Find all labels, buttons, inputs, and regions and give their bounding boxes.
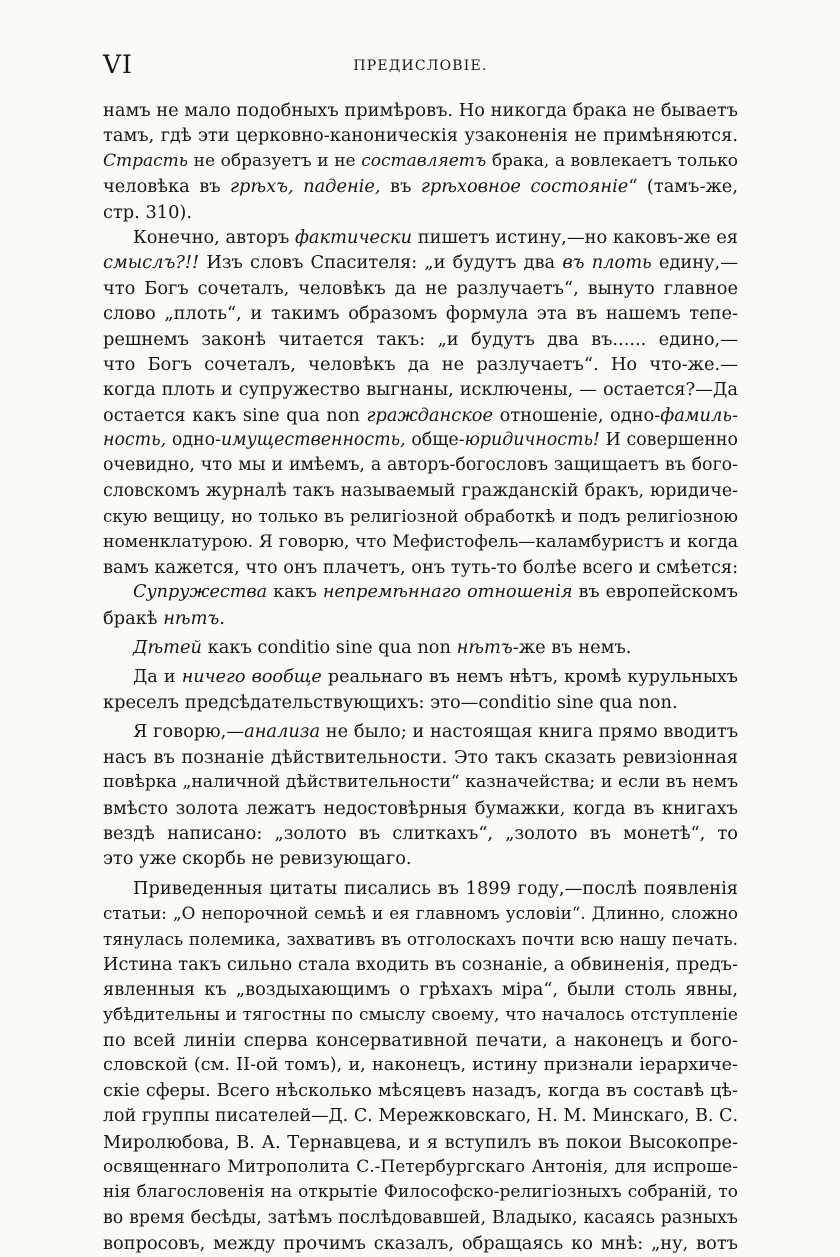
italic-text: ничего вообще	[181, 666, 322, 687]
text-run: скіе сферы. Всего нѣсколько мѣсяцевъ назадъ, когда въ составѣ цѣ-	[103, 1080, 738, 1101]
text-run: тянулась полемика, захвативъ въ отголоскахъ почти всю нашу печать.	[103, 928, 738, 949]
text-run: стр. 310).	[103, 201, 193, 223]
text-line	[103, 479, 738, 504]
text-line	[103, 352, 738, 377]
text-run: едину,—	[651, 252, 738, 274]
text-run: очевидно, что мы и имѣемъ, а авторъ-богословъ защищаетъ въ бого-	[103, 455, 738, 476]
text-line	[103, 1231, 738, 1256]
text-line	[103, 745, 738, 770]
text-run: Изъ словъ Спасителя: „и будутъ два	[199, 252, 563, 274]
text-line	[103, 635, 738, 660]
text-run: Я говорю,—	[133, 721, 245, 743]
text-line	[103, 555, 738, 580]
text-run: креселъ предсѣдательствующихъ: это—conditio sine qua non.	[103, 691, 678, 713]
text-run: Конечно, авторъ	[133, 226, 296, 248]
italic-text: Страсть	[103, 150, 189, 171]
italic-text: грѣховное состояніе	[420, 176, 629, 198]
text-run: не было; и настоящая книга прямо вводитъ	[320, 721, 739, 743]
text-line	[103, 1130, 738, 1155]
text-run: что Богъ сочеталъ, человѣкъ да не разлучаетъ“. Но что-же.—	[103, 353, 738, 375]
text-line	[103, 719, 738, 744]
page-number: VI	[103, 50, 133, 79]
text-line	[103, 149, 738, 174]
text-run: убѣдительны и тягостны по смыслу своему, что началось отступленіе	[103, 1004, 738, 1025]
text-line	[103, 770, 738, 795]
text-line	[103, 690, 738, 715]
italic-text: Дѣтей	[133, 637, 202, 659]
text-run: когда плоть и супружество выгнаны, исключены, — остается?—Да	[103, 379, 738, 401]
text-run: реальнаго въ немъ нѣтъ, кромѣ курульныхъ	[321, 666, 738, 687]
text-line	[103, 606, 738, 631]
text-line	[103, 1003, 738, 1028]
italic-text: непремѣннаго отношенія	[322, 582, 573, 603]
text-run: остается какъ sine qua non	[103, 404, 367, 426]
text-line	[103, 174, 738, 199]
text-run: Истина такъ сильно стала входить въ сознаніе, а обвиненія, предъ-	[103, 953, 738, 975]
text-line	[103, 821, 738, 846]
text-line	[103, 1028, 738, 1053]
text-line	[103, 504, 738, 529]
text-run: это уже скорбь не ревизующаго.	[103, 848, 412, 870]
italic-text: имущественность,	[220, 430, 406, 451]
text-run: бракѣ	[103, 607, 164, 629]
text-run: Да и	[133, 666, 182, 687]
text-line	[103, 927, 738, 952]
text-line	[103, 123, 738, 148]
text-line	[103, 952, 738, 977]
text-line	[103, 428, 738, 453]
text-line	[103, 327, 738, 352]
text-run: насъ въ познаніе дѣйствительности. Это такъ сказать ревизіонная	[103, 746, 738, 768]
text-run: по всей линіи сперва консервативной печати, а наконецъ и бого-	[103, 1030, 738, 1052]
italic-text: ность,	[103, 430, 167, 451]
text-line	[103, 876, 738, 901]
text-run: “ (тамъ-же,	[628, 176, 738, 198]
italic-text: юридичность!	[464, 430, 600, 451]
text-run: скую вещицу, но только въ религіозной обработкѣ и подъ религіозною	[103, 506, 738, 527]
text-run: какъ	[267, 582, 323, 603]
page-header	[103, 50, 738, 80]
italic-text: грѣхъ, паденіе,	[230, 176, 381, 198]
text-run: что Богъ сочеталъ, человѣкъ да не разлучаетъ“, вынуто главное	[103, 277, 738, 299]
text-line	[103, 1155, 738, 1180]
text-line	[103, 901, 738, 926]
text-line	[103, 530, 738, 555]
text-line	[103, 977, 738, 1002]
text-run: во время бесѣды, затѣмъ послѣдовавшей, Владыко, касаясь разныхъ	[103, 1207, 738, 1228]
text-run: одно-	[166, 430, 221, 451]
text-line	[103, 377, 738, 402]
text-run: Приведенныя цитаты писались въ 1899 году,—послѣ появленія	[133, 877, 738, 899]
body-text	[103, 98, 738, 1257]
text-run: въ	[380, 176, 421, 198]
text-run: не образуетъ и не	[188, 150, 362, 171]
text-line	[103, 250, 738, 275]
text-run: вездѣ написано: „золото въ слиткахъ“, „золото въ монетѣ“, то	[103, 822, 738, 844]
text-run: словскомъ журналѣ такъ называемый гражданскій бракъ, юридиче-	[103, 480, 738, 501]
text-line	[103, 276, 738, 301]
text-run: вамъ кажется, что онъ плачетъ, онъ туть-то болѣе всего и смѣется:	[103, 557, 739, 579]
text-run: вмѣсто золота лежатъ недостовѣрныя бумажки, когда въ книгахъ	[103, 797, 738, 819]
text-run: нія благословенія на открытіе Философско-религіозныхъ собраній, то	[103, 1182, 738, 1203]
italic-text: нѣтъ.	[163, 607, 225, 629]
text-run: явленныя къ „воздыхающимъ о грѣхахъ міра“, были столь явны,	[103, 979, 738, 1001]
text-line	[103, 1206, 738, 1231]
text-run: какъ conditio sine qua non	[201, 637, 457, 659]
text-run: лой группы писателей—Д. С. Мережковскаго, Н. М. Минскаго, В. С.	[103, 1106, 738, 1127]
text-line	[103, 580, 738, 605]
italic-text: фамиль-	[660, 404, 739, 426]
text-line	[103, 1079, 738, 1104]
text-run: въ европейскомъ	[572, 582, 738, 603]
text-line	[103, 846, 738, 871]
italic-text: въ плоть	[562, 252, 652, 274]
text-line	[103, 796, 738, 821]
text-run: обще-	[405, 430, 465, 451]
text-run: освященнаго Митрополита С.-Петербургскаго Антонія, для испроше-	[103, 1157, 738, 1178]
text-run: намъ не мало подобныхъ примѣровъ. Но никогда брака не бываетъ	[103, 100, 738, 121]
text-run: повѣрка „наличной дѣйствительности“ казначейства; и если въ немъ	[103, 772, 738, 793]
text-line	[103, 98, 738, 123]
italic-text: Супружества	[133, 582, 268, 603]
italic-text: составляетъ	[361, 150, 487, 171]
italic-text: анализа	[244, 721, 321, 743]
text-run: И совершенно	[599, 430, 738, 451]
text-line	[103, 665, 738, 690]
text-run: человѣка въ	[103, 176, 231, 198]
text-run: отношеніе, одно-	[493, 404, 661, 426]
italic-text: гражданское	[366, 404, 494, 426]
text-line	[103, 301, 738, 326]
text-line	[103, 1104, 738, 1129]
text-run: слово „плоть“, и такимъ образомъ формула эта въ нашемъ тепе-	[103, 303, 738, 325]
text-run: тамъ, гдѣ эти церковно-каноническія узаконенія не примѣняются.	[103, 125, 738, 147]
text-run: Миролюбова, В. А. Тернавцева, и я вступилъ въ покои Высокопре-	[103, 1131, 738, 1153]
text-line	[103, 225, 738, 250]
italic-text: смыслъ?!!	[103, 252, 200, 274]
text-line	[103, 403, 738, 428]
text-run: пишетъ истину,—но каковъ-же ея	[412, 226, 738, 248]
text-run: брака, а вовлекаетъ только	[486, 150, 738, 171]
text-run: статьи: „О непорочной семьѣ и ея главномъ условіи“. Длинно, сложно	[103, 903, 738, 924]
text-run: решнемъ законѣ читается такъ: „и будутъ два въ...... едино,—	[103, 328, 738, 350]
italic-text: нѣтъ	[456, 637, 513, 659]
text-run: -же въ немъ.	[512, 637, 632, 659]
text-line	[103, 1180, 738, 1205]
text-line	[103, 453, 738, 478]
italic-text: фактически	[295, 226, 413, 248]
text-line	[103, 1053, 738, 1078]
text-run: вопросовъ, между прочимъ сказалъ, обращаясь ко мнѣ: „ну, вотъ	[103, 1233, 738, 1255]
text-run: номенклатурою. Я говорю, что Мефистофель—каламбуристъ и когда	[103, 531, 738, 552]
text-run: словской (см. II-ой томъ), и, наконецъ, истину признали іерархиче-	[103, 1055, 738, 1076]
running-title: ПРЕДИСЛОВІЕ.	[353, 58, 488, 74]
text-line	[103, 200, 738, 225]
